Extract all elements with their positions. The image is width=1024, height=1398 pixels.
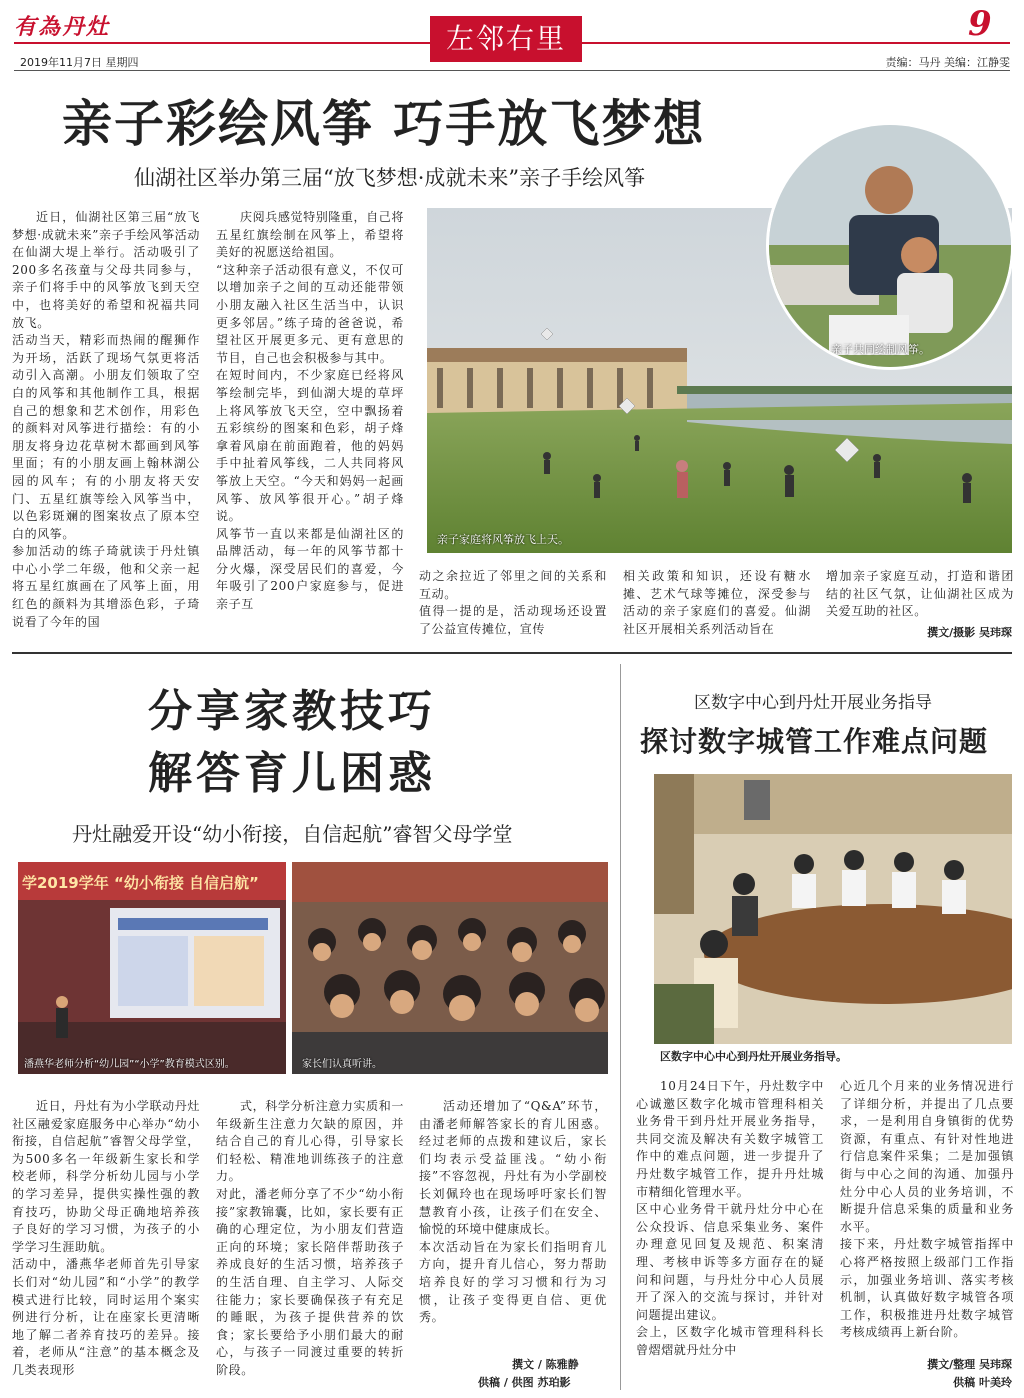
header-divider xyxy=(14,70,1010,71)
story3-column-1: 10月24日下午，丹灶数字中心诚邀区数字化城市管理科相关业务骨干到丹灶开展业务指导，共同交流及解决有关数字城管工作中的难点问题，进一步提升了丹灶数字城管工作，提升丹灶城市精细化管理水平。 区中心业务骨干就丹灶分中心在公众投诉、信息采集业务、案件办理意见回复及规范、积案清理、考核申诉等多方面存在的疑问和问题，与丹灶分中心人员展开了深入的交流与探讨，并针对问题提出建议。 会上，区数字化城市管理科科长曾熠熠就丹灶分中 xyxy=(636,1079,824,1357)
story1-column-3: 动之余拉近了邻里之间的关系和互动。 值得一提的是，活动现场还设置了公益宣传摊位，宣传 xyxy=(419,569,607,636)
inset-circle-photo xyxy=(766,122,1014,370)
story-divider xyxy=(12,652,1012,654)
story3-byline-source: 供稿 叶美玲 xyxy=(953,1376,1012,1389)
story2-column-1: 近日，丹灶有为小学联动丹灶社区融爱家庭服务中心举办“幼小衔接，自信起航”睿智父母学堂，为500多名一年级新生家长和学校老师，科学分析幼儿园与小学的学习差异，提供实操性强的教育技巧，协助父母正确地培养孩子良好的学习习惯，为孩子的小学学习生涯助航。 活动中，潘燕华老师首先引导家长们对“幼儿园”和“小学”的教学模式进行比较，同时运用个案实例进行分析，让在座家长更清晰地了解二者养育技巧的差异。接着，老师从“注意”的基本概念及几类表现形 xyxy=(12,1099,200,1377)
meeting-photo xyxy=(654,774,1012,1044)
stage-illustration xyxy=(18,862,286,1074)
meeting-photo-caption: 区数字中心中心到丹灶开展业务指导。 xyxy=(660,1050,847,1063)
story2-column-2: 式，科学分析注意力实质和一年级新生注意力欠缺的原因，并结合自己的育儿心得，引导家长们轻松、精准地训练孩子的注意力。 对此，潘老师分享了不少“幼小衔接”家教锦囊，比如，家长要有正确的心理定位，为小朋友们营造正向的环境；家长陪伴帮助孩子养成良好的生活习惯，培养孩子的生活自理、自主学习、人际交往能力；家长要确保孩子有充足的睡眠，为孩子提供营养的饮食；家长要给予小朋们最大的耐心，与孩子一同渡过重要的转折阶段。 xyxy=(216,1099,404,1377)
meeting-illustration xyxy=(654,774,1012,1044)
teacher-stage-photo xyxy=(18,862,286,1074)
teacher-photo-caption: 潘燕华老师分析“幼儿园”“小学”教育模式区别。 xyxy=(24,1059,235,1070)
kite-photo-caption: 亲子家庭将风筝放飞上天。 xyxy=(437,533,569,546)
section-title: 左邻右里 xyxy=(430,16,582,62)
story2-headline-line2: 解答育儿困惑 xyxy=(148,748,436,799)
story2-column-3: 活动还增加了“Q&A”环节，由潘老师解答家长的育儿困惑。经过老师的点拨和建议后，家长们均表示受益匪浅。“幼小衔接”不容忽视，丹灶有为小学副校长刘佩玲也在现场呼吁家长们智慧教育小孩，让孩子们在安全、愉悦的环境中健康成长。 本次活动旨在为家长们指明育儿方向，提升育儿信心，努力帮助培养良好的学习习惯和行为习惯，让孩子变得更自信、更优秀。 xyxy=(419,1099,607,1325)
story1-column-1: 近日，仙湖社区第三届“放飞梦想·成就未来”亲子手绘风筝活动在仙湖大堤上举行。活动吸引了200多名孩童与父母共同参与，亲子们将手中的风筝放飞到天空中，也将美好的希望和祝福共同放飞。 活动当天，精彩而热闹的醒狮作为开场，活跃了现场气氛更将活动引入高潮。小朋友们领取了空白的风筝和其他制作工具，根据自己的想象和艺术创作，用彩色的颜料对风筝进行描绘：有的小朋友将身边花草树木都画到风筝里面；有的小朋友画上翰林湖公园的风车；有的小朋友将天安门、五星红旗等绘入风筝当中，以色彩斑斓的图案妆点了原本空白的风筝。 参加活动的练子琦就读于丹灶镇中心小学二年级，他和父亲一起将五星红旗画在了风筝上面，用红色的颜料为其增添色彩，子琦说看了今年的国 xyxy=(12,210,200,629)
story3-kicker: 区数字中心到丹灶开展业务指导 xyxy=(694,693,932,713)
story2-subheadline: 丹灶融爱开设“幼小衔接，自信起航”睿智父母学堂 xyxy=(72,822,513,846)
issue-date: 2019年11月7日 星期四 xyxy=(20,56,139,69)
story1-column-5: 增加亲子家庭互动，打造和谐团结的社区气氛，让仙湖社区成为关爱互助的社区。 xyxy=(826,569,1014,619)
inset-photo-caption: 亲子共同绘制风筝。 xyxy=(831,343,930,356)
story3-byline-writer: 撰文/整理 吴玮琛 xyxy=(927,1358,1012,1371)
page-number: 9 xyxy=(968,4,992,44)
story1-column-4: 相关政策和知识，还设有糖水摊、艺术气球等摊位，深受参与活动的亲子家庭们的喜爱。仙湖社区开展相关系列活动旨在 xyxy=(623,569,811,636)
column-divider xyxy=(620,664,621,1390)
story1-byline: 撰文/摄影 吴玮琛 xyxy=(927,626,1012,639)
story3-headline: 探讨数字城管工作难点问题 xyxy=(640,725,989,758)
audience-photo xyxy=(292,862,608,1074)
story2-byline-writer: 撰文 / 陈雅静 xyxy=(512,1358,579,1371)
inset-illustration xyxy=(769,125,1014,370)
story1-subheadline: 仙湖社区举办第三届“放飞梦想·成就未来”亲子手绘风筝 xyxy=(134,166,646,190)
story1-column-2: 庆阅兵感觉特别隆重，自己将五星红旗绘制在风筝上，希望将美好的祝愿送给祖国。 “这种亲子活动很有意义，不仅可以增加亲子之间的互动还能带领小朋友融入社区生活当中，认识更多邻居。”练子琦的爸爸说，希望社区开展更多元、更有意思的节目，自己也会积极参与其中。 在短时间内，不少家庭已经将风筝绘制完毕，到仙湖大堤的草坪上将风筝放飞天空，空中飘扬着五彩缤纷的图案和色彩，胡子烽拿着风扇在前面跑着，他的妈妈手中扯着风筝线，二人共同将风筝放上天空。“今天和妈妈一起画风筝、放风筝很开心。”胡子烽说。 风筝节一直以来都是仙湖社区的品牌活动，每一年的风筝节都十分火爆，深受居民们的喜爱，今年吸引了200户家庭参与，促进亲子互 xyxy=(216,210,404,612)
story3-column-2: 心近几个月来的业务情况进行了详细分析，并提出了几点要求，一是利用自身镇街的优势资源，有重点、有针对性地进行信息案件采集；二是加强镇街与中心之间的沟通、加强丹灶分中心人员的业务培训，不断提升信息采集的质量和业务水平。 接下来，丹灶数字城管指挥中心将严格按照上级部门工作指示，加强业务培训、落实考核机制，认真做好数字城管各项工作，积极推进丹灶数字城管考核成绩再上新台阶。 xyxy=(840,1079,1014,1340)
stage-banner-text: 学2019学年 “幼小衔接 自信启航” xyxy=(22,874,259,892)
masthead-logo: 有為丹灶 xyxy=(14,14,111,40)
audience-illustration xyxy=(292,862,608,1074)
story2-byline-photo: 供稿 / 供图 苏珀影 xyxy=(478,1376,571,1389)
story1-headline: 亲子彩绘风筝 巧手放飞梦想 xyxy=(62,94,706,153)
story2-headline-line1: 分享家教技巧 xyxy=(148,686,436,737)
editors-credit: 责编：马丹 美编：江静雯 xyxy=(885,56,1010,69)
audience-photo-caption: 家长们认真听讲。 xyxy=(302,1059,382,1070)
